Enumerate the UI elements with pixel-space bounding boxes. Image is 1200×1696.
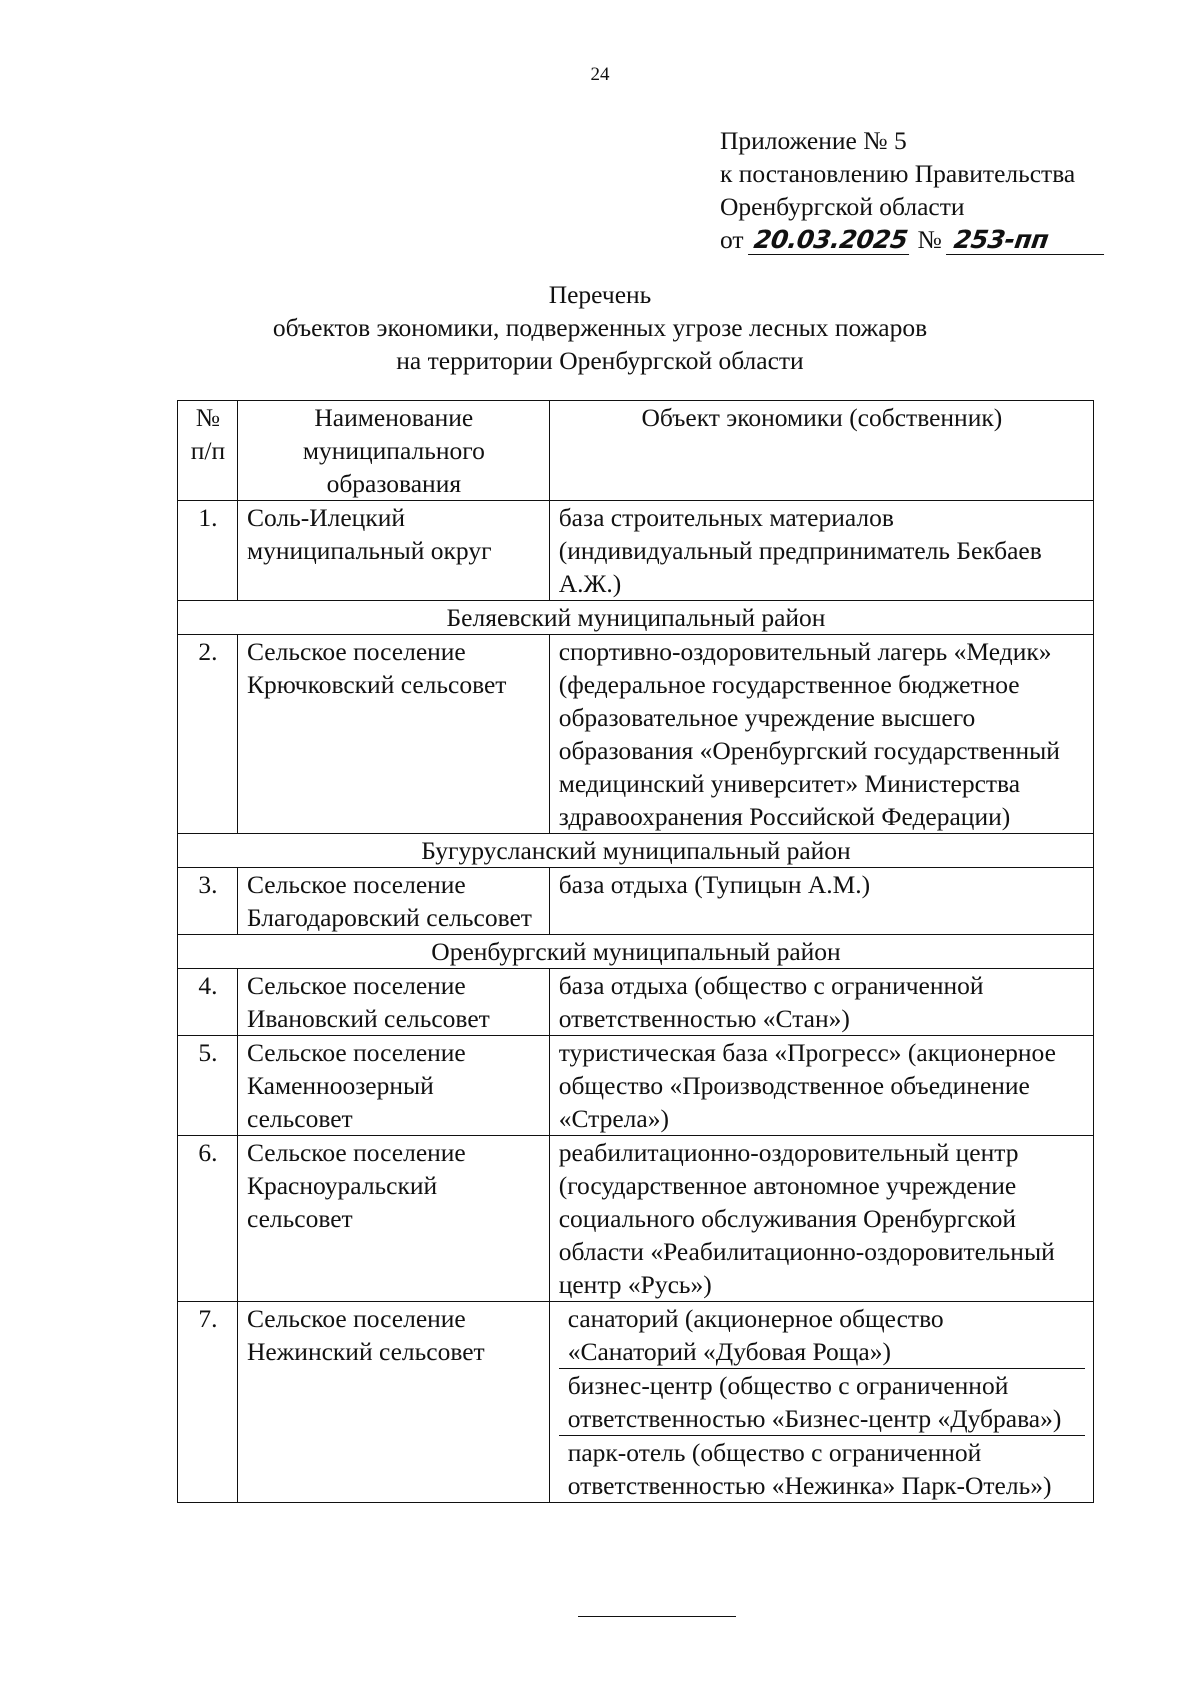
row-number: 7. xyxy=(178,1302,238,1503)
row-municipality: Сельское поселение Нежинский сельсовет xyxy=(237,1302,549,1503)
number-sign: № xyxy=(917,225,942,254)
title-line-3: на территории Оренбургской области xyxy=(396,346,804,375)
page-number: 24 xyxy=(590,64,610,85)
footer-divider xyxy=(578,1616,736,1617)
appendix-date-line xyxy=(720,223,1106,256)
table-row xyxy=(178,1036,1094,1136)
row-object: реабилитационно-оздоровительный центр (государственное автономное учреждение социального обслуживания Оренбургской области «Реабилитационно-оздоровительный центр «Русь») xyxy=(549,1136,1093,1302)
row-objects xyxy=(549,1302,1093,1503)
document-title xyxy=(0,278,1200,377)
table-row xyxy=(178,1302,1094,1503)
row-municipality: Сельское поселение Ивановский сельсовет xyxy=(237,969,549,1036)
row-municipality: Сельское поселение Красноуральский сельсовет xyxy=(237,1136,549,1302)
row-number: 3. xyxy=(178,868,238,935)
table-row xyxy=(178,868,1094,935)
row-number: 6. xyxy=(178,1136,238,1302)
row-object: парк-отель (общество с ограниченной ответственностью «Нежинка» Парк-Отель») xyxy=(559,1435,1085,1502)
table-row xyxy=(178,969,1094,1036)
row-municipality: Соль-Илецкий муниципальный округ xyxy=(237,501,549,601)
row-object: база отдыха (общество с ограниченной ответственностью «Стан») xyxy=(549,969,1093,1036)
objects-table xyxy=(177,400,1094,1503)
title-line-1: Перечень xyxy=(548,280,652,309)
row-municipality: Сельское поселение Крючковский сельсовет xyxy=(237,635,549,834)
table-row xyxy=(178,501,1094,601)
date-prefix: от xyxy=(720,225,744,254)
district-name: Беляевский муниципальный район xyxy=(178,601,1094,635)
table-row xyxy=(178,1136,1094,1302)
row-object: санаторий (акционерное общество «Санаторий «Дубовая Роща») xyxy=(567,1304,944,1366)
table-row xyxy=(178,635,1094,834)
district-row xyxy=(178,834,1094,868)
appendix-reference: к постановлению Правительства xyxy=(720,159,1076,188)
header-object: Объект экономики (собственник) xyxy=(549,401,1093,501)
district-name: Бугурусланский муниципальный район xyxy=(178,834,1094,868)
row-object: база строительных материалов (индивидуальный предприниматель Бекбаев А.Ж.) xyxy=(549,501,1093,601)
header-municipality: Наименование муниципального образования xyxy=(237,401,549,501)
appendix-region: Оренбургской области xyxy=(720,192,965,221)
row-object: туристическая база «Прогресс» (акционерное общество «Производственное объединение «Стрела») xyxy=(549,1036,1093,1136)
row-municipality: Сельское поселение Каменноозерный сельсовет xyxy=(237,1036,549,1136)
handwritten-number: 253-пп xyxy=(946,226,1108,255)
title-line-2: объектов экономики, подверженных угрозе лесных пожаров xyxy=(272,313,928,342)
row-object: бизнес-центр (общество с ограниченной ответственностью «Бизнес-центр «Дубрава») xyxy=(559,1368,1085,1435)
district-name: Оренбургский муниципальный район xyxy=(178,935,1094,969)
header-number: № п/п xyxy=(178,401,238,501)
table-header-row xyxy=(178,401,1094,501)
row-object: спортивно-оздоровительный лагерь «Медик» (федеральное государственное бюджетное образовательное учреждение высшего образования «Оренбургский государственный медицинский университет» Министерства здравоохранения Российской Федерации) xyxy=(549,635,1093,834)
district-row xyxy=(178,935,1094,969)
row-number: 5. xyxy=(178,1036,238,1136)
district-row xyxy=(178,601,1094,635)
row-number: 4. xyxy=(178,969,238,1036)
handwritten-date: 20.03.2025 xyxy=(748,226,913,255)
appendix-block xyxy=(720,124,1106,256)
row-municipality: Сельское поселение Благодаровский сельсовет xyxy=(237,868,549,935)
row-number: 1. xyxy=(178,501,238,601)
row-object: база отдыха (Тупицын А.М.) xyxy=(549,868,1093,935)
appendix-title: Приложение № 5 xyxy=(720,126,907,155)
row-number: 2. xyxy=(178,635,238,834)
